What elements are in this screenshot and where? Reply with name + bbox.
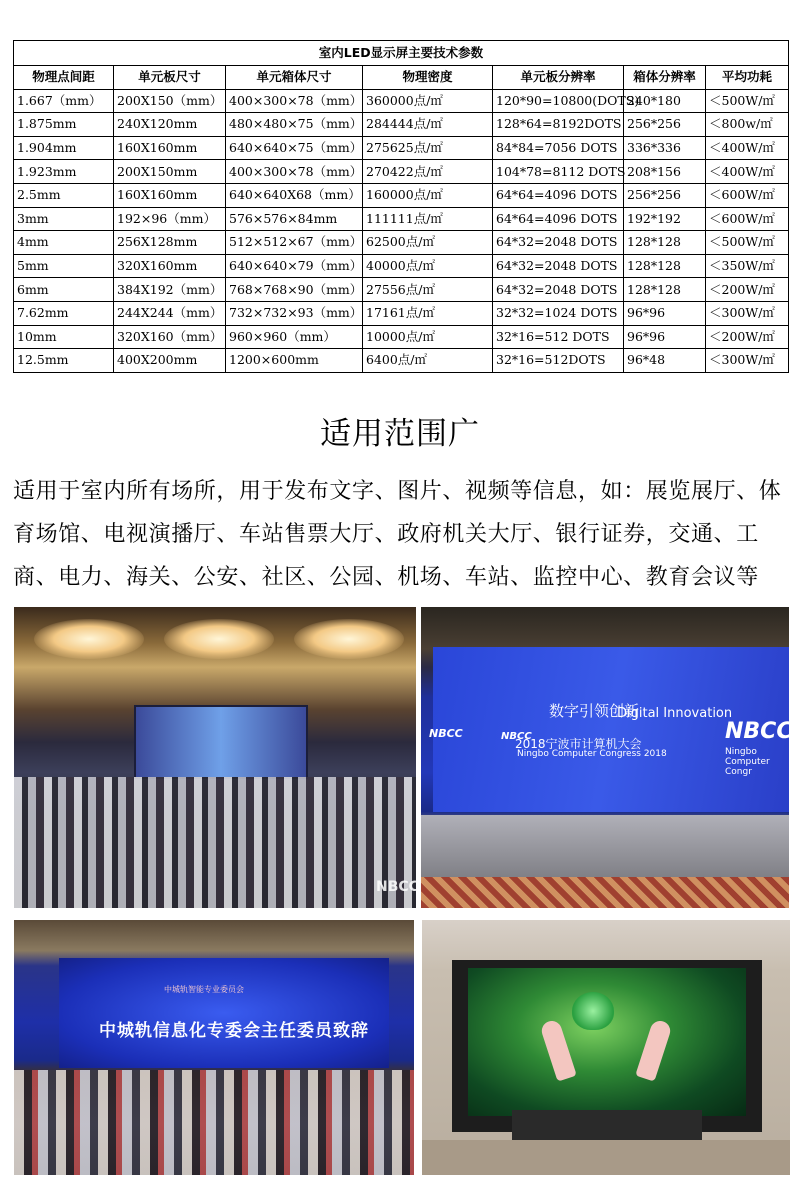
column-header: 单元板分辨率	[493, 66, 624, 90]
table-cell: 284444点/㎡	[363, 113, 493, 137]
table-cell: 336*336	[624, 136, 706, 160]
table-cell: 12.5mm	[14, 349, 114, 373]
congress-en: Ningbo Computer Congress 2018	[517, 749, 667, 759]
table-row	[14, 183, 789, 207]
section-description: 适用于室内所有场所，用于发布文字、图片、视频等信息，如：展览展厅、体育场馆、电视演播厅、车站售票大厅、政府机关大厅、银行证券，交通、工商、电力、海关、公安、社区、公园、机场、车站、监控中心、教育会议等	[13, 479, 782, 590]
table-cell: 160000点/㎡	[363, 183, 493, 207]
table-cell: 128*64=8192DOTS	[493, 113, 624, 137]
photo-conference-hall	[14, 607, 419, 908]
table-cell: 128*128	[624, 231, 706, 255]
congress-cn: 2018宁波市计算机大会	[515, 737, 642, 751]
table-cell: ＜600W/㎡	[706, 183, 789, 207]
spec-table-title: 室内LED显示屏主要技术参数	[14, 41, 789, 66]
table-cell: 62500点/㎡	[363, 231, 493, 255]
table-cell: 96*96	[624, 301, 706, 325]
table-cell: 400×300×78（mm）	[226, 89, 363, 113]
table-cell: 320X160mm	[114, 254, 226, 278]
table-cell: 2.5mm	[14, 183, 114, 207]
table-cell: 640×640×75（mm）	[226, 136, 363, 160]
table-cell: 256*256	[624, 113, 706, 137]
table-cell: 1.904mm	[14, 136, 114, 160]
column-header: 箱体分辨率	[624, 66, 706, 90]
column-header: 物理密度	[363, 66, 493, 90]
table-row	[14, 349, 789, 373]
table-cell: ＜300W/㎡	[706, 349, 789, 373]
table-row	[14, 278, 789, 302]
section-title: 适用范围广	[320, 416, 480, 452]
table-cell: 128*128	[624, 254, 706, 278]
table-cell: 64*64=4096 DOTS	[493, 207, 624, 231]
table-row	[14, 231, 789, 255]
nbcc-logo-sub: Ningbo Computer Congr	[725, 747, 770, 777]
led-screen	[468, 968, 746, 1116]
table-cell: 200X150mm	[114, 160, 226, 184]
table-cell: 17161点/㎡	[363, 301, 493, 325]
table-cell: 160X160mm	[114, 183, 226, 207]
heart-graphic	[572, 992, 614, 1030]
table-cell: 32*16=512 DOTS	[493, 325, 624, 349]
table-cell: 6400点/㎡	[363, 349, 493, 373]
table-cell: ＜500W/㎡	[706, 231, 789, 255]
led-screen	[59, 958, 389, 1068]
spec-table-header-row	[14, 66, 789, 90]
chandelier	[34, 619, 144, 659]
table-cell: 96*48	[624, 349, 706, 373]
table-cell: ＜500W/㎡	[706, 89, 789, 113]
table-cell: 6mm	[14, 278, 114, 302]
screen-small-caption: 中城轨智能专业委员会	[164, 985, 244, 994]
spec-table-wrapper	[13, 40, 788, 373]
table-cell: ＜400W/㎡	[706, 160, 789, 184]
table-cell: 40000点/㎡	[363, 254, 493, 278]
table-cell: 84*84=7056 DOTS	[493, 136, 624, 160]
table-row	[14, 207, 789, 231]
table-cell: 512×512×67（mm）	[226, 231, 363, 255]
table-row	[14, 160, 789, 184]
table-row	[14, 301, 789, 325]
table-cell: 192×96（mm）	[114, 207, 226, 231]
photo-green-screen	[422, 920, 790, 1175]
table-cell: 960×960（mm）	[226, 325, 363, 349]
table-cell: 208*156	[624, 160, 706, 184]
table-cell: 1.875mm	[14, 113, 114, 137]
table-cell: 4mm	[14, 231, 114, 255]
table-cell: ＜350W/㎡	[706, 254, 789, 278]
table-cell: 320X160（mm）	[114, 325, 226, 349]
table-cell: 32*32=1024 DOTS	[493, 301, 624, 325]
table-row	[14, 325, 789, 349]
slogan-en: Digital Innovation	[617, 706, 733, 721]
table-cell: 10000点/㎡	[363, 325, 493, 349]
desk	[512, 1110, 702, 1140]
table-cell: 104*78=8112 DOTS	[493, 160, 624, 184]
table-cell: 270422点/㎡	[363, 160, 493, 184]
photo-meeting-screen	[14, 920, 414, 1175]
spec-table	[13, 40, 789, 373]
table-row	[14, 113, 789, 137]
table-cell: 240X120mm	[114, 113, 226, 137]
table-cell: 5mm	[14, 254, 114, 278]
table-cell: 192*192	[624, 207, 706, 231]
table-cell: 400×300×78（mm）	[226, 160, 363, 184]
table-row	[14, 136, 789, 160]
table-cell: 576×576×84mm	[226, 207, 363, 231]
table-cell: 200X150（mm）	[114, 89, 226, 113]
chandelier	[294, 619, 404, 659]
table-cell: ＜600W/㎡	[706, 207, 789, 231]
table-cell: ＜200W/㎡	[706, 325, 789, 349]
table-cell: ＜300W/㎡	[706, 301, 789, 325]
table-cell: ＜400W/㎡	[706, 136, 789, 160]
table-cell: 275625点/㎡	[363, 136, 493, 160]
table-cell: 7.62mm	[14, 301, 114, 325]
column-header: 物理点间距	[14, 66, 114, 90]
nbcc-logo: NBCC	[725, 719, 793, 744]
table-cell: 120*90=10800(DOTS)	[493, 89, 624, 113]
spec-table-body	[14, 89, 789, 372]
table-cell: 732×732×93（mm）	[226, 301, 363, 325]
table-cell: 64*32=2048 DOTS	[493, 231, 624, 255]
carpet	[421, 877, 789, 908]
table-cell: 480×480×75（mm）	[226, 113, 363, 137]
table-cell: 640×640X68（mm）	[226, 183, 363, 207]
table-cell: 360000点/㎡	[363, 89, 493, 113]
table-cell: 640×640×79（mm）	[226, 254, 363, 278]
table-cell: 1.923mm	[14, 160, 114, 184]
table-cell: 111111点/㎡	[363, 207, 493, 231]
table-cell: 256X128mm	[114, 231, 226, 255]
photo-nbcc-stage	[421, 607, 793, 908]
slogan-cn: 数字引领创新	[549, 702, 640, 720]
table-cell: ＜200W/㎡	[706, 278, 789, 302]
table-cell: 244X244（mm）	[114, 301, 226, 325]
table-cell: ＜800w/㎡	[706, 113, 789, 137]
table-cell: 64*32=2048 DOTS	[493, 278, 624, 302]
floor	[422, 1140, 790, 1175]
table-cell: 768×768×90（mm）	[226, 278, 363, 302]
table-cell: 64*32=2048 DOTS	[493, 254, 624, 278]
table-row	[14, 254, 789, 278]
center-logo: NBCC	[501, 731, 532, 742]
audience	[14, 1070, 414, 1175]
table-cell: 96*96	[624, 325, 706, 349]
column-header: 单元箱体尺寸	[226, 66, 363, 90]
table-cell: 27556点/㎡	[363, 278, 493, 302]
table-cell: 64*64=4096 DOTS	[493, 183, 624, 207]
table-cell: 10mm	[14, 325, 114, 349]
table-cell: 384X192（mm）	[114, 278, 226, 302]
table-row	[14, 89, 789, 113]
photo-watermark: NBCC	[376, 879, 419, 895]
table-cell: 160X160mm	[114, 136, 226, 160]
table-cell: 1200×600mm	[226, 349, 363, 373]
screen-headline: 中城轨信息化专委会主任委员致辞	[99, 1021, 369, 1041]
table-cell: 32*16=512DOTS	[493, 349, 624, 373]
table-cell: 128*128	[624, 278, 706, 302]
column-header: 平均功耗	[706, 66, 789, 90]
table-cell: 240*180	[624, 89, 706, 113]
table-cell: 256*256	[624, 183, 706, 207]
table-cell: 400X200mm	[114, 349, 226, 373]
led-screen	[134, 705, 308, 779]
stage-floor	[421, 815, 789, 885]
column-header: 单元板尺寸	[114, 66, 226, 90]
left-logo: NBCC	[429, 727, 463, 740]
table-cell: 1.667（mm）	[14, 89, 114, 113]
audience	[14, 777, 416, 908]
table-cell: 3mm	[14, 207, 114, 231]
chandelier	[164, 619, 274, 659]
